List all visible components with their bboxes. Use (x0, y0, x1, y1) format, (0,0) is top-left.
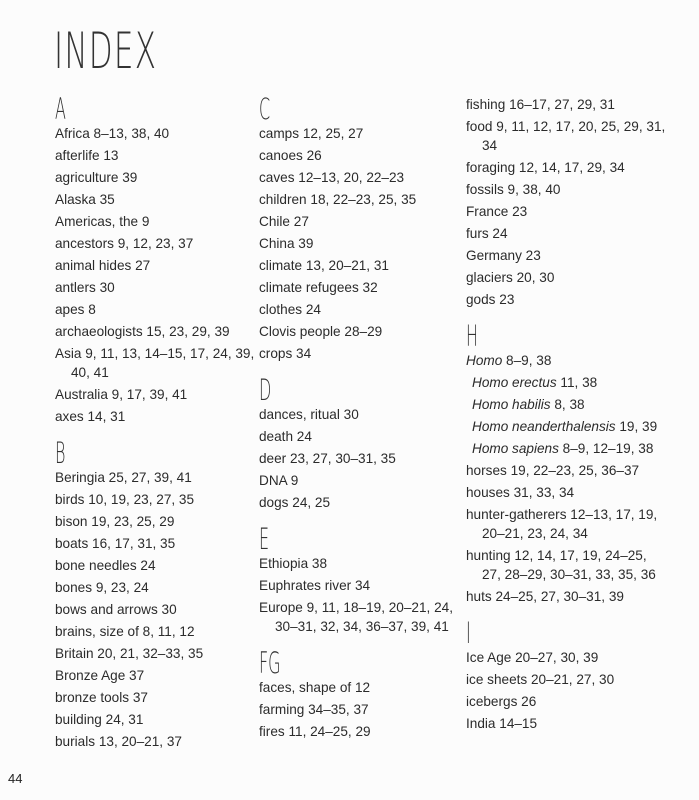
index-entry: bows and arrows 30 (55, 602, 177, 617)
page-title: INDEX (54, 22, 158, 80)
index-entry: burials 13, 20–21, 37 (55, 734, 182, 749)
section-letter: FG (259, 646, 281, 680)
index-pages: 19, 39 (615, 419, 658, 434)
index-entry: caves 12–13, 20, 22–23 (259, 170, 405, 185)
index-entry: canoes 26 (259, 148, 322, 163)
index-term: Homo erectus (472, 375, 557, 390)
index-entry: ancestors 9, 12, 23, 37 (55, 236, 194, 251)
index-section (259, 92, 459, 363)
index-entry: axes 14, 31 (55, 409, 126, 424)
index-entry (466, 351, 666, 370)
index-entry: bronze tools 37 (55, 690, 148, 705)
section-letter: D (259, 373, 272, 407)
index-entry: Beringia 25, 27, 39, 41 (55, 470, 192, 485)
index-entry: foraging 12, 14, 17, 29, 34 (466, 160, 625, 175)
index-entry: Germany 23 (466, 248, 541, 263)
index-column-2 (259, 92, 459, 744)
index-entry: crops 34 (259, 346, 312, 361)
index-section (55, 436, 255, 751)
index-section (466, 95, 666, 309)
index-entry: antlers 30 (55, 280, 115, 295)
index-entry (466, 417, 666, 436)
index-entry: bone needles 24 (55, 558, 156, 573)
index-pages: 11, 38 (556, 375, 598, 390)
index-entry: Americas, the 9 (55, 214, 150, 229)
index-entry: DNA 9 (259, 473, 299, 488)
index-term: Homo neanderthalensis (472, 419, 616, 434)
index-entry: huts 24–25, 27, 30–31, 39 (466, 589, 624, 604)
index-entry: furs 24 (466, 226, 508, 241)
index-entry: Asia 9, 11, 13, 14–15, 17, 24, 39, 40, 41 (55, 346, 255, 380)
index-entry: ice sheets 20–21, 27, 30 (466, 672, 615, 687)
index-entry: houses 31, 33, 34 (466, 485, 575, 500)
index-entry: Africa 8–13, 38, 40 (55, 126, 170, 141)
index-entry: clothes 24 (259, 302, 321, 317)
index-entry: faces, shape of 12 (259, 680, 371, 695)
index-column-3 (466, 95, 666, 736)
index-section (259, 373, 459, 512)
index-entry: horses 19, 22–23, 25, 36–37 (466, 463, 640, 478)
index-entry: dances, ritual 30 (259, 407, 359, 422)
index-section (466, 319, 666, 606)
index-entry (466, 373, 666, 392)
index-entry: animal hides 27 (55, 258, 151, 273)
index-entry: building 24, 31 (55, 712, 144, 727)
index-entry: camps 12, 25, 27 (259, 126, 364, 141)
index-entry: hunter-gatherers 12–13, 17, 19, 20–21, 23, 24, 34 (466, 507, 658, 541)
index-entry: Euphrates river 34 (259, 578, 371, 593)
index-section (259, 522, 459, 636)
index-entry: children 18, 22–23, 25, 35 (259, 192, 417, 207)
index-entry: India 14–15 (466, 716, 538, 731)
index-entry: France 23 (466, 204, 528, 219)
index-pages: 8, 38 (550, 397, 585, 412)
index-entry: afterlife 13 (55, 148, 119, 163)
index-entry: bison 19, 23, 25, 29 (55, 514, 175, 529)
index-pages: 8–9, 12–19, 38 (558, 441, 654, 456)
index-entry: climate 13, 20–21, 31 (259, 258, 389, 273)
index-entry: China 39 (259, 236, 314, 251)
section-letter: E (259, 522, 270, 556)
page-number: 44 (8, 771, 23, 786)
index-entry: Britain 20, 21, 32–33, 35 (55, 646, 204, 661)
index-section (466, 616, 666, 733)
index-entry: Bronze Age 37 (55, 668, 145, 683)
index-entry: icebergs 26 (466, 694, 537, 709)
index-entry: Ethiopia 38 (259, 556, 328, 571)
index-entry: glaciers 20, 30 (466, 270, 555, 285)
index-entry (466, 439, 666, 458)
section-letter: B (55, 436, 66, 470)
index-section (55, 92, 255, 426)
index-entry (466, 395, 666, 414)
section-letter: I (466, 616, 471, 650)
index-entry: food 9, 11, 12, 17, 20, 25, 29, 31, 34 (466, 119, 666, 153)
index-entry: agriculture 39 (55, 170, 138, 185)
section-letter: A (55, 92, 66, 126)
section-letter: C (259, 92, 271, 126)
index-entry: Europe 9, 11, 18–19, 20–21, 24, 30–31, 32, 34, 36–37, 39, 41 (259, 600, 453, 634)
index-entry: Alaska 35 (55, 192, 115, 207)
index-entry: hunting 12, 14, 17, 19, 24–25, 27, 28–29, 30–31, 33, 35, 36 (466, 548, 656, 582)
index-entry: gods 23 (466, 292, 515, 307)
index-term: Homo (466, 353, 503, 368)
index-entry: apes 8 (55, 302, 96, 317)
index-entry: boats 16, 17, 31, 35 (55, 536, 176, 551)
index-entry: fossils 9, 38, 40 (466, 182, 561, 197)
index-entry: deer 23, 27, 30–31, 35 (259, 451, 396, 466)
index-entry: bones 9, 23, 24 (55, 580, 149, 595)
index-pages: 8–9, 38 (502, 353, 552, 368)
index-column-1 (55, 92, 255, 754)
section-letter: H (466, 319, 478, 353)
index-entry: birds 10, 19, 23, 27, 35 (55, 492, 195, 507)
index-entry: climate refugees 32 (259, 280, 378, 295)
index-entry: Clovis people 28–29 (259, 324, 383, 339)
index-entry: farming 34–35, 37 (259, 702, 369, 717)
index-entry: Chile 27 (259, 214, 309, 229)
index-entry: fishing 16–17, 27, 29, 31 (466, 97, 615, 112)
index-entry: death 24 (259, 429, 312, 444)
index-entry: brains, size of 8, 11, 12 (55, 624, 195, 639)
index-entry: Australia 9, 17, 39, 41 (55, 387, 188, 402)
index-entry: dogs 24, 25 (259, 495, 331, 510)
index-section (259, 646, 459, 741)
index-entry: Ice Age 20–27, 30, 39 (466, 650, 599, 665)
index-entry: fires 11, 24–25, 29 (259, 724, 371, 739)
index-term: Homo sapiens (472, 441, 559, 456)
index-term: Homo habilis (472, 397, 551, 412)
index-entry: archaeologists 15, 23, 29, 39 (55, 324, 230, 339)
